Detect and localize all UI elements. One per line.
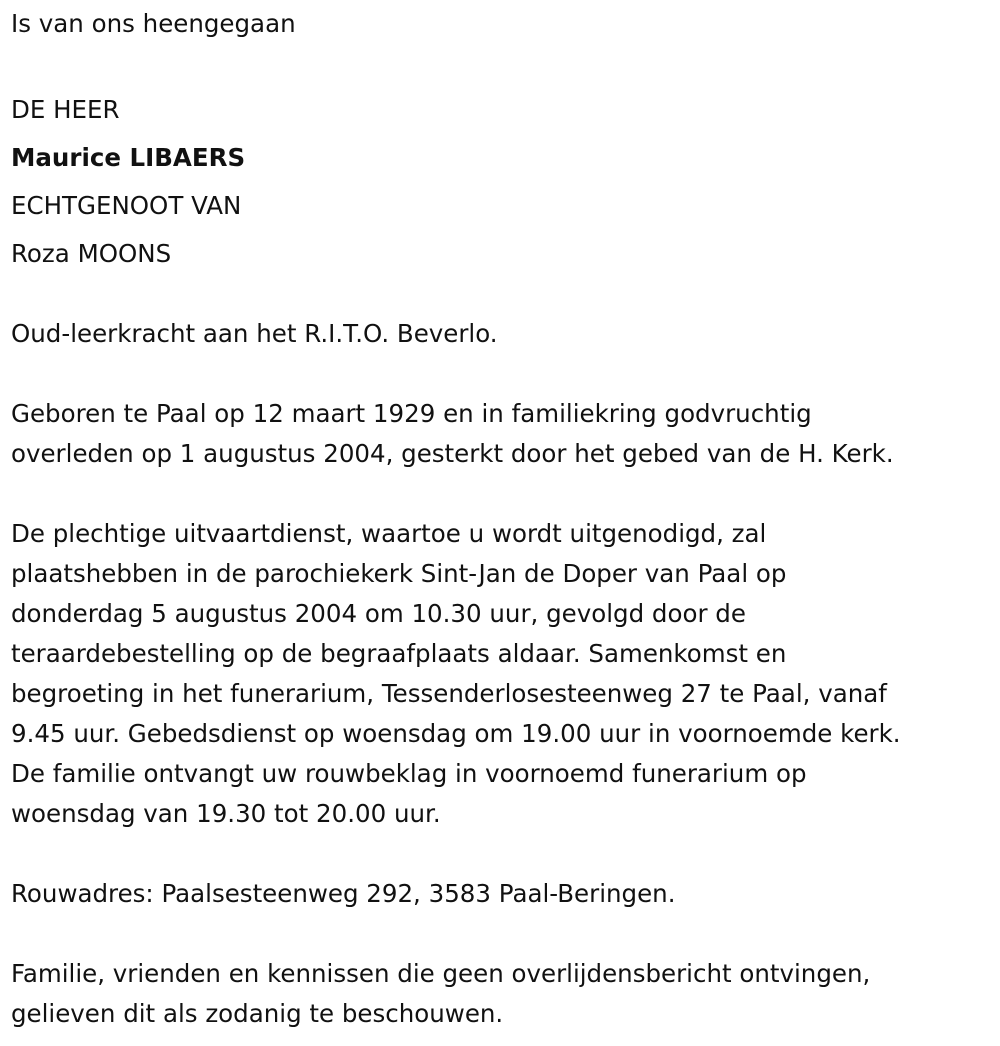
paragraph-line: 9.45 uur. Gebedsdienst op woensdag om 19.00 uur in voornoemde kerk. [11,719,901,748]
spacer [11,354,996,394]
occupation-paragraph [11,314,996,354]
birth-death-paragraph [11,394,996,474]
paragraph-line: woensdag van 19.30 tot 20.00 uur. [11,799,441,828]
paragraph-line: gelieven dit als zodanig te beschouwen. [11,999,504,1028]
paragraph-line: plaatshebben in de parochiekerk Sint-Jan de Doper van Paal op [11,559,787,588]
spouse-name: Roza MOONS [11,239,172,268]
spacer [11,44,996,84]
closing-paragraph [11,954,996,1034]
funeral-paragraph [11,514,996,834]
paragraph-line: Familie, vrienden en kennissen die geen overlijdensbericht ontvingen, [11,959,871,988]
spacer [11,474,996,514]
paragraph-line: De plechtige uitvaartdienst, waartoe u wordt uitgenodigd, zal [11,519,767,548]
intro-text: Is van ons heengegaan [11,9,296,38]
paragraph-line: De familie ontvangt uw rouwbeklag in voornoemd funerarium op [11,759,807,788]
spacer [11,274,996,314]
occupation-text: Oud-leerkracht aan het R.I.T.O. Beverlo. [11,319,498,348]
spacer [11,834,996,874]
deceased-name: Maurice LIBAERS [11,143,246,172]
honorific-title: DE HEER [11,95,120,124]
spacer [11,914,996,954]
paragraph-line: Geboren te Paal op 12 maart 1929 en in familiekring godvruchtig [11,399,812,428]
paragraph-line: donderdag 5 augustus 2004 om 10.30 uur, gevolgd door de [11,599,746,628]
address-paragraph [11,874,996,914]
paragraph-line: teraardebestelling op de begraafplaats aldaar. Samenkomst en [11,639,787,668]
relation-label: ECHTGENOOT VAN [11,191,242,220]
paragraph-line: overleden op 1 augustus 2004, gesterkt door het gebed van de H. Kerk. [11,439,894,468]
mourning-address: Rouwadres: Paalsesteenweg 292, 3583 Paal-Beringen. [11,879,676,908]
death-notice [11,0,996,1034]
paragraph-line: begroeting in het funerarium, Tessenderlosesteenweg 27 te Paal, vanaf [11,679,887,708]
